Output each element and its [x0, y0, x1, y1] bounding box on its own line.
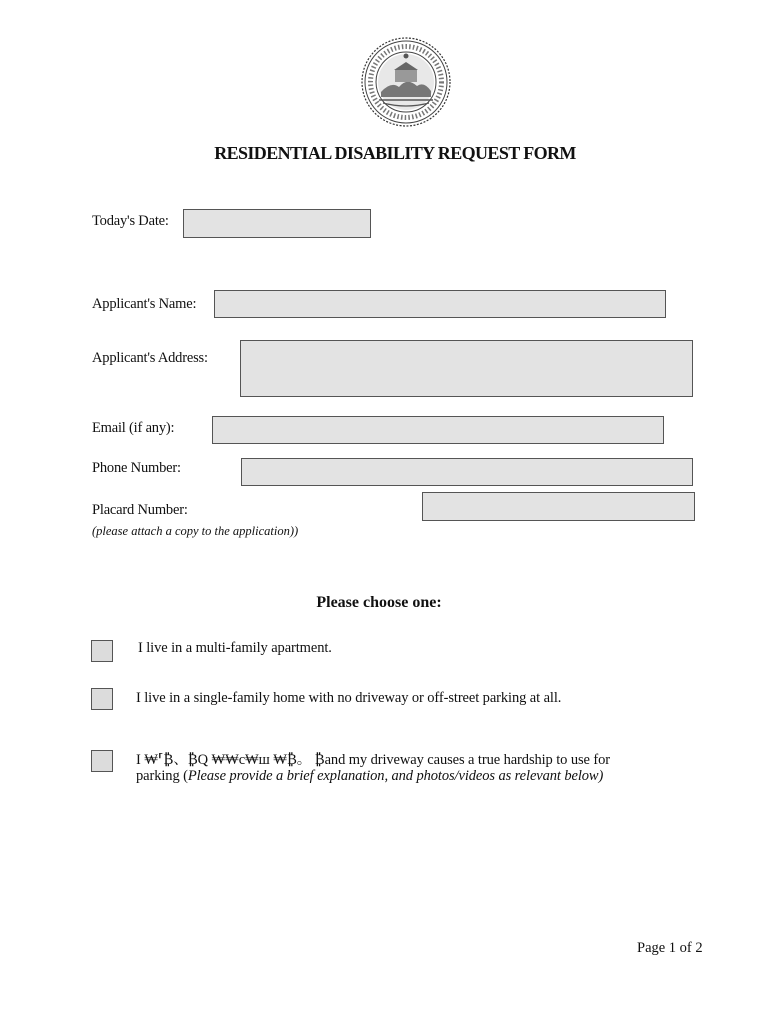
- applicant-address-label: Applicant's Address:: [92, 350, 208, 366]
- option-multi-family-checkbox[interactable]: [91, 640, 113, 662]
- applicant-name-field[interactable]: [214, 290, 666, 318]
- applicant-name-label: Applicant's Name:: [92, 296, 197, 312]
- option-multi-family-label: I live in a multi-family apartment.: [138, 640, 332, 656]
- choose-heading: Please choose one:: [316, 594, 442, 611]
- page-number: Page 1 of 2: [637, 940, 703, 956]
- email-label: Email (if any):: [92, 420, 175, 436]
- option-driveway-hardship-instruction: Please provide a brief explanation, and photos/videos as relevant below): [187, 768, 604, 784]
- phone-label: Phone Number:: [92, 460, 181, 476]
- city-seal-icon: [361, 37, 451, 127]
- placard-label: Placard Number:: [92, 502, 188, 518]
- placard-field[interactable]: [422, 492, 695, 521]
- option-driveway-hardship-prefix: parking (: [136, 768, 188, 784]
- option-single-family-label: I live in a single-family home with no driveway or off-street parking at all.: [136, 690, 562, 706]
- option-single-family-checkbox[interactable]: [91, 688, 113, 710]
- todays-date-field[interactable]: [183, 209, 371, 238]
- todays-date-label: Today's Date:: [92, 213, 169, 229]
- option-driveway-hardship-line2: [136, 768, 603, 785]
- option-driveway-hardship-line1: I ₩⸢₿、₿Q ₩₩с₩ш ₩₿。 ₿and my driveway causes a true hardship to use for: [136, 752, 611, 768]
- applicant-address-field[interactable]: [240, 340, 693, 397]
- option-driveway-hardship-checkbox[interactable]: [91, 750, 113, 772]
- email-field[interactable]: [212, 416, 664, 444]
- placard-note: (please attach a copy to the application)): [92, 524, 299, 538]
- form-title: RESIDENTIAL DISABILITY REQUEST FORM: [214, 143, 576, 163]
- phone-field[interactable]: [241, 458, 693, 486]
